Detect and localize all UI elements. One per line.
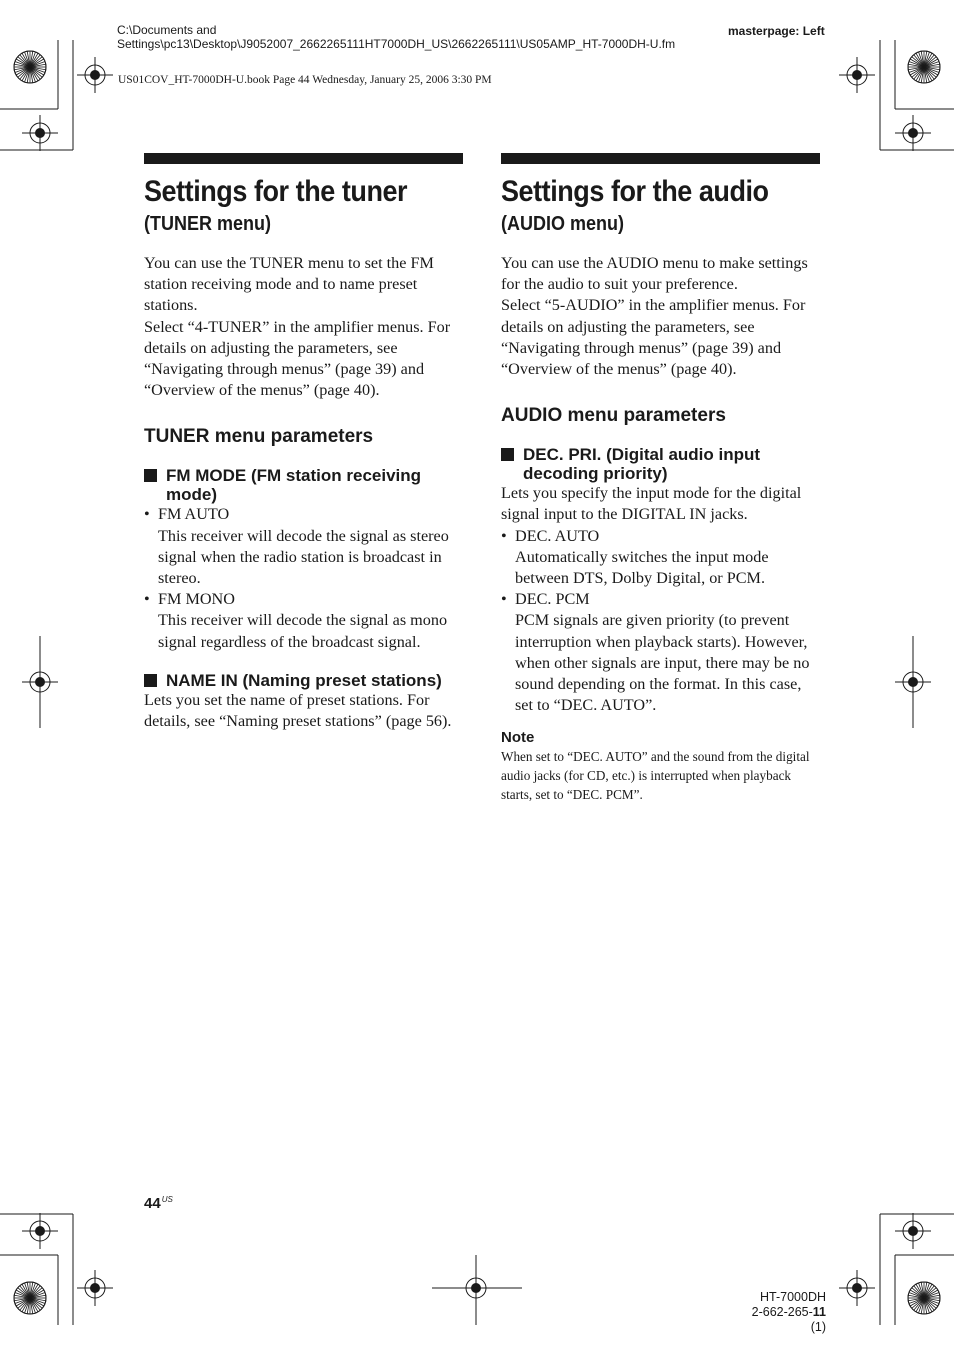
name-in-text: Lets you set the name of preset stations. For details, see “Naming preset stations” (page 56).: [144, 690, 452, 731]
tuner-params-heading: TUNER menu parameters: [144, 426, 374, 448]
dec-pri-text: Lets you specify the input mode for the digital signal input to the DIGITAL IN jacks.: [501, 484, 802, 524]
header-book-line: US01COV_HT-7000DH-U.book Page 44 Wednesday, January 25, 2006 3:30 PM: [118, 74, 492, 86]
list-item: • FM MONO This receiver will decode the signal as mono signal regardless of the broadcast signal.: [144, 590, 448, 651]
audio-title: Settings for the audio: [501, 175, 769, 208]
note-text: When set to “DEC. AUTO” and the sound from the digital audio jacks (for CD, etc.) is interrupted when playback starts, set to “DEC. PCM”.: [501, 749, 810, 803]
section-rule: [144, 153, 463, 164]
audio-intro: You can use the AUDIO menu to make settings for the audio to suit your preference.: [501, 254, 808, 294]
fm-mode-heading: FM MODE (FM station receiving mode): [144, 466, 464, 504]
list-item: • FM AUTO This receiver will decode the signal as stereo signal when the radio station is broadcast in stereo.: [144, 505, 449, 588]
square-bullet-icon: [144, 469, 157, 482]
list-item: • DEC. AUTO Automatically switches the input mode between DTS, Dolby Digital, or PCM.: [501, 526, 769, 588]
model-name: HT-7000DH: [760, 1290, 826, 1304]
list-item: • DEC. PCM PCM signals are given priority (to prevent interruption when playback starts). However, when other signals are input, there may be no sound depending on the format. In this case, set to “DEC. AUTO”.: [501, 590, 810, 715]
tuner-intro: You can use the TUNER menu to set the FM station receiving mode and to name preset stations.: [144, 254, 434, 315]
tuner-select: Select “4-TUNER” in the amplifier menus. For details on adjusting the parameters, see “Navigating through menus” (page 39) and “Overview of the menus” (page 40).: [144, 317, 451, 400]
header-masterpage: masterpage: Left: [728, 24, 825, 38]
page-number: $44^{US}$: [144, 1195, 173, 1212]
audio-select: Select “5-AUDIO” in the amplifier menus. For details on adjusting the parameters, see “Navigating through menus” (page 39) and “Overview of the menus” (page 40).: [501, 296, 806, 379]
square-bullet-icon: [501, 448, 514, 461]
audio-subtitle: (AUDIO menu): [501, 213, 625, 235]
note-heading: Note: [501, 729, 535, 747]
section-rule: [501, 153, 820, 164]
tuner-subtitle: (TUNER menu): [144, 213, 271, 235]
tuner-section: [144, 153, 464, 732]
square-bullet-icon: [144, 674, 157, 687]
audio-params-heading: AUDIO menu parameters: [501, 405, 726, 427]
name-in-heading: NAME IN (Naming preset stations): [144, 671, 464, 690]
tuner-title: Settings for the tuner: [144, 175, 408, 208]
model-info: [740, 1290, 826, 1335]
audio-section: [501, 153, 821, 804]
part-code: 2-662-265-11 (1): [751, 1305, 826, 1334]
dec-pri-heading: DEC. PRI. (Digital audio input decoding priority): [501, 445, 821, 483]
header-file-path: C:\Documents and Settings\pc13\Desktop\J9052007_2662265111HT7000DH_US\2662265111\US05AMP_HT-7000DH-U.fm: [117, 23, 676, 51]
